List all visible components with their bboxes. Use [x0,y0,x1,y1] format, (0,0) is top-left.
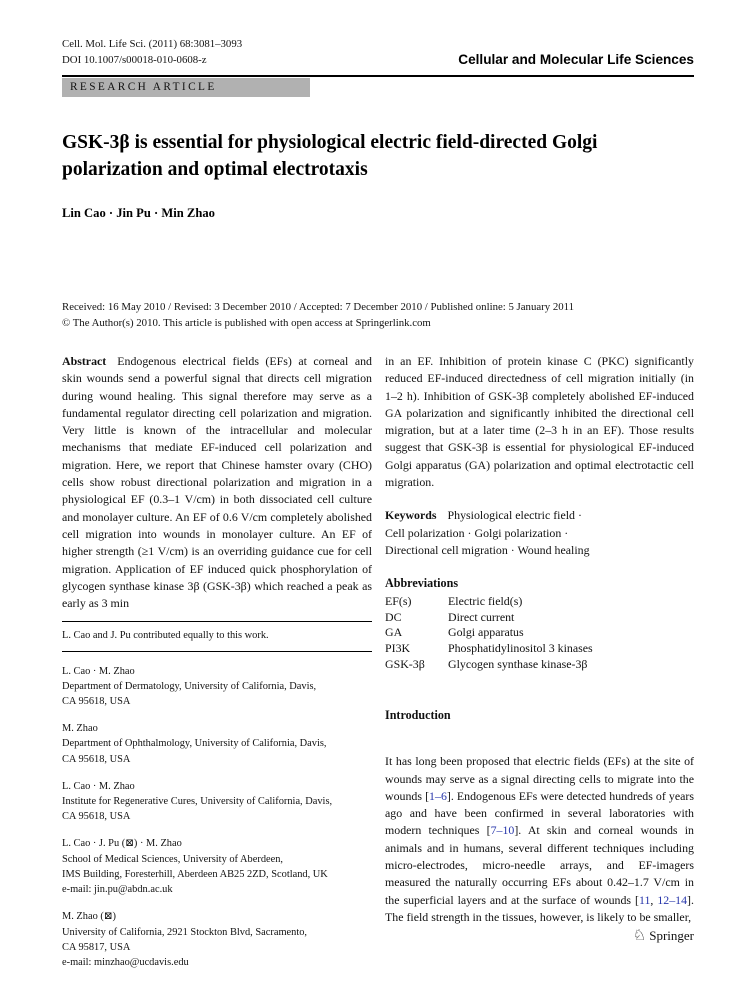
affiliation-line: CA 95618, USA [62,753,131,765]
journal-name: Cellular and Molecular Life Sciences [458,52,694,67]
abstract-paragraph-left [62,353,372,612]
abbreviations-section [385,576,694,672]
introduction-paragraph [385,753,694,926]
text-segment: ]. Endogenous EFs were detected hundreds of years ago and have been confirmed in several laboratories with modern techniques [ [385,788,694,838]
journal-citation: Cell. Mol. Life Sci. (2011) 68:3081–3093 [62,38,243,50]
abbreviation-term: DC [385,609,402,624]
affiliation-email: e-mail: jin.pu@abdn.ac.uk [62,884,173,896]
citation-link[interactable]: 11 [638,892,651,907]
citation-link[interactable]: 7–10 [490,823,515,838]
citation-link[interactable]: 12–14 [657,892,688,907]
affiliation-block [62,721,372,767]
footnote-rule-top [62,621,372,622]
affiliation-line: Department of Dermatology, University of California, Davis, [62,680,317,692]
affiliation-line: IMS Building, Foresterhill, Aberdeen AB25 2ZD, Scotland, UK [62,868,328,880]
affiliation-authors: L. Cao · M. Zhao [62,665,135,677]
affiliation-line: University of California, 2921 Stockton Blvd, Sacramento, [62,926,308,938]
springer-knight-icon: ♘ [632,928,647,944]
text-segment: It has long been proposed that electric fields (EFs) at the site of wounds may serve as a signal directing cells to migrate into the wounds [ [385,754,694,803]
abbreviation-definition: Glycogen synthase kinase-3β [448,656,588,671]
equal-contribution-note: L. Cao and J. Pu contributed equally to this work. [62,630,269,642]
page-header [62,36,694,68]
abbreviation-row [385,594,694,610]
affiliation-line: CA 95618, USA [62,811,131,823]
header-citation-block [62,36,242,68]
affiliation-block [62,836,372,897]
article-type-banner: RESEARCH ARTICLE [62,78,310,97]
abbreviations-heading: Abbreviations [385,576,459,591]
affiliation-block [62,664,372,710]
abbreviation-row [385,657,694,673]
abbreviation-term: EF(s) [385,594,412,609]
author-list: Lin Cao · Jin Pu · Min Zhao [62,206,215,220]
footnote-section [62,621,372,970]
affiliation-authors: M. Zhao (⊠) [62,911,117,923]
abbreviation-definition: Direct current [448,609,515,624]
affiliation-authors: L. Cao · J. Pu (⊠) · M. Zhao [62,838,182,850]
right-column [385,353,694,970]
two-column-body [62,353,694,970]
abbreviation-term: PI3K [385,641,411,656]
citation-link[interactable]: 1–6 [429,788,447,803]
introduction-heading: Introduction [385,708,451,723]
affiliation-block [62,779,372,825]
text-segment: , [650,892,658,907]
abbreviation-definition: Golgi apparatus [448,625,524,640]
abstract-text-left: Endogenous electrical fields (EFs) at corneal and skin wounds send a powerful signal that directs cell migration during wound healing. This signal therefore may serve as a fundamental regulator directing cell polarization and migration. Very little is known of the intracellular and molecular mechanisms that mediate EF-induced cell polarization and migration. Here, we report that Chinese hamster ovary (CHO) cells show robust directional polarization and migration in a physiological EF (0.3–1 V/cm) in both dissociated cell culture and monolayer culture. An EF of 0.6 V/cm completely abolished cell migration into wounds in monolayer culture. An EF of higher strength (≥1 V/cm) is an overriding guidance cue for cell migration. Application of EF induced quick phosphorylation of glycogen synthase kinase 3β (GSK-3β) which reached a peak as early as 3 min [62,354,372,611]
abbreviation-row [385,641,694,657]
footnote-rule-bottom [62,651,372,652]
publisher-name: Springer [649,927,694,943]
affiliation-line: Department of Ophthalmology, University of California, Davis, [62,738,327,750]
affiliation-email: e-mail: minzhao@ucdavis.edu [62,956,189,968]
abstract-paragraph-right: in an EF. Inhibition of protein kinase C (PKC) significantly reduced EF-induced directedness of cell migration initially (in 1–2 h). Inhibition of GSK-3β completely abolished EF-induced GA polarization and significantly inhibited the directional cell migration, but at a later time (2–3 h in an EF). Those results suggest that GSK-3β is essential for physiological EF-induced Golgi apparatus (GA) polarization and optimal electrotactic cell migration. [385,354,694,490]
keywords-label: Keywords [385,508,437,523]
affiliation-authors: M. Zhao [62,723,98,735]
abstract-label: Abstract [62,354,107,368]
text-segment: ]. At skin and corneal wounds in animals and in humans, several different techniques including micro-electrodes, micro-needle arrays, and EF-imagers measured the naturally occurring EFs about 0.42–1.7 V/cm in the superficial layers and at the surface of wounds [ [385,823,694,907]
keywords-line: Physiological electric field · [447,508,582,523]
header-rule [62,75,694,77]
doi-text: DOI 10.1007/s00018-010-0608-z [62,54,207,66]
abbreviation-definition: Electric field(s) [448,594,523,609]
text-segment: ]. The field strength in the tissues, however, is likely to be smaller, [385,892,694,924]
affiliation-line: School of Medical Sciences, University of Aberdeen, [62,853,284,865]
publisher-footer [633,926,694,945]
keywords-block [385,507,694,559]
copyright-line: © The Author(s) 2010. This article is published with open access at Springerlink.com [62,316,431,329]
abbreviation-term: GSK-3β [385,656,425,671]
abbreviation-row [385,610,694,626]
affiliation-line: CA 95817, USA [62,941,131,953]
affiliation-authors: L. Cao · M. Zhao [62,780,135,792]
publication-history: Received: 16 May 2010 / Revised: 3 December 2010 / Accepted: 7 December 2010 / Published online: 5 January 2011 [62,301,575,313]
abbreviation-definition: Phosphatidylinositol 3 kinases [448,641,593,656]
affiliation-block [62,909,372,970]
keywords-line: Cell polarization · Golgi polarization · [385,525,569,540]
affiliation-line: Institute for Regenerative Cures, University of California, Davis, [62,796,333,808]
affiliation-line: CA 95618, USA [62,696,131,708]
left-column [62,353,372,970]
abbreviation-term: GA [385,625,403,640]
keywords-line: Directional cell migration · Wound healing [385,542,590,557]
article-title: GSK-3β is essential for physiological electric field-directed Golgi polarization and optimal electrotaxis [62,132,598,180]
abbreviation-row [385,625,694,641]
